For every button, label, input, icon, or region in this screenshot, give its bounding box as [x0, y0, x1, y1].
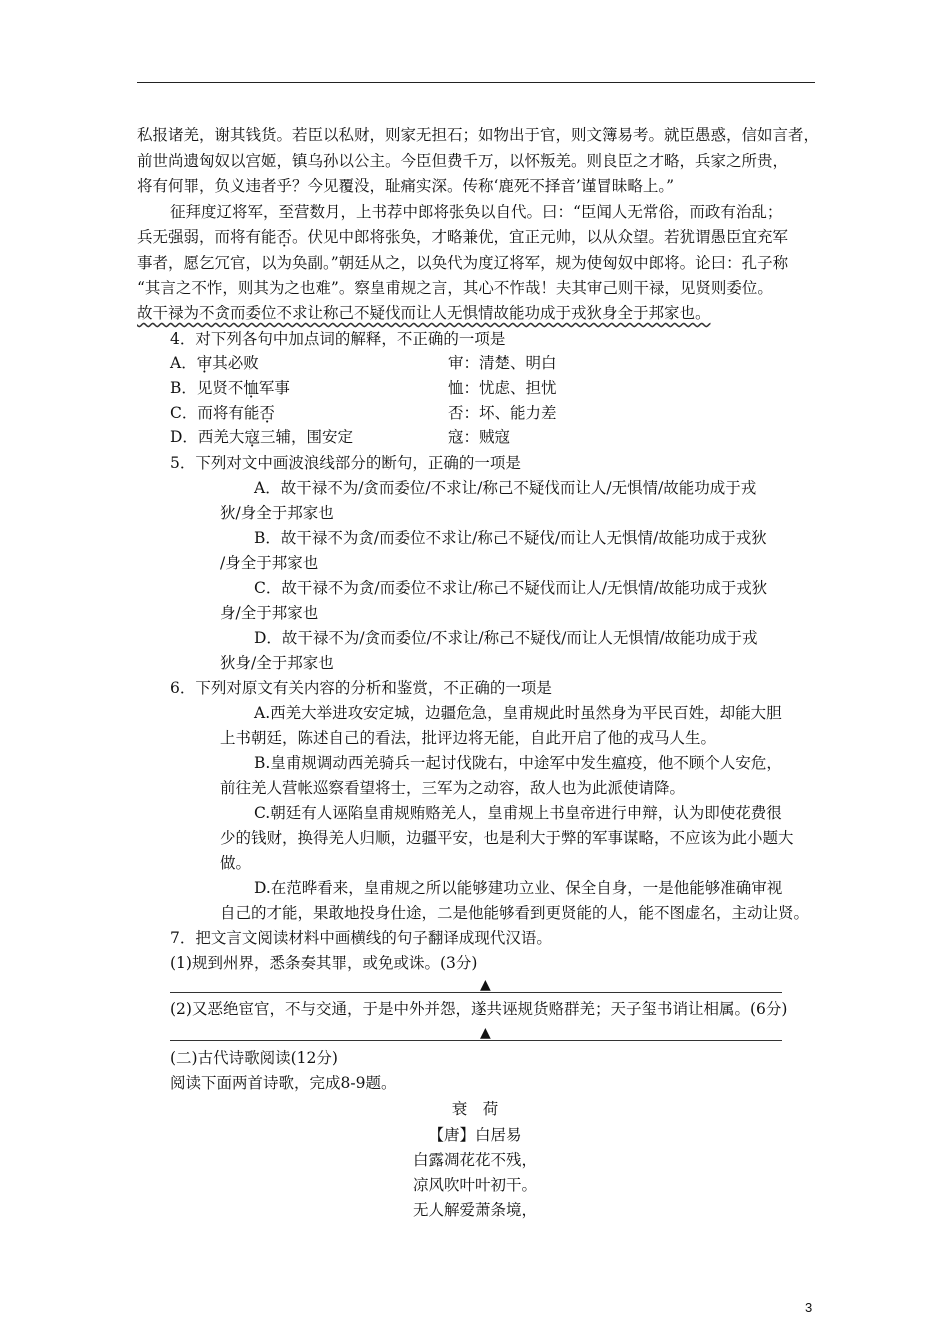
q6-option-b-cont: 前往羌人营帐巡察看望将士，三军为之动容，敌人也为此派使请降。: [220, 779, 686, 797]
q5-option-a: A．故干禄不为/贪而委位/不求让/称己不疑伐而让人/无惧情/故能功成于戎: [254, 479, 757, 497]
poem-author: 【唐】白居易: [428, 1126, 522, 1144]
q5-option-d-cont: 狄身/全于邦家也: [220, 654, 334, 672]
page-number: 3: [805, 1300, 813, 1315]
dotted-char: 否: [276, 228, 293, 246]
q4-option-c: C．而将有能否 否：坏、能力差: [170, 404, 557, 422]
passage-line: 前世尚遗匈奴以宫姬，镇乌孙以公主。今臣但费千万，以怀叛羌。则良臣之才略，兵家之所贵，: [137, 152, 789, 170]
answer-line[interactable]: [170, 1040, 782, 1041]
question-7-stem: 7．把文言文阅读材料中画横线的句子翻译成现代汉语。: [170, 929, 552, 947]
passage-line: “其言之不怍，则其为之也难”。察皇甫规之言，其心不怍哉！夫其审己则干禄，见贤则委位。: [137, 279, 773, 297]
q4-option-a: A．审其必败 审：清楚、明白: [170, 354, 557, 372]
q5-option-c: C．故干禄不为贪/而委位不求让/称己不疑伐而让人/无惧情/故能功成于戎狄: [254, 579, 768, 597]
question-5-stem: 5．下列对文中画波浪线部分的断句，正确的一项是: [170, 454, 521, 472]
q4-option-d: D．西羌大寇三辅，围安定 寇：贼寇: [170, 428, 511, 446]
header-rule: [137, 82, 815, 83]
q6-option-d-cont: 自己的才能，果敢地投身仕途，二是他能够看到更贤能的人，能不图虚名，主动让贤。: [220, 904, 810, 922]
answer-marker: ▲: [480, 1025, 491, 1041]
section-heading: (二)古代诗歌阅读(12分): [170, 1049, 338, 1067]
poem-line: 白露凋花花不残，: [412, 1151, 537, 1169]
q5-option-a-cont: 狄/身全于邦家也: [220, 504, 334, 522]
wavy-underlined-sentence: 故干禄为不贪而委位不求让称己不疑伐而让人无惧情故能功成于戎狄身全于邦家也。: [137, 304, 711, 322]
q7-sentence-2: (2)又恶绝宦官，不与交通，于是中外并怨，遂共诬规货赂群羌；天子玺书诮让相属。(6分): [170, 1000, 788, 1018]
poetry-instruction: 阅读下面两首诗歌，完成8-9题。: [170, 1074, 397, 1092]
q6-option-b: B.皇甫规调动西羌骑兵一起讨伐陇右，中途军中发生瘟疫，他不顾个人安危，: [254, 754, 782, 772]
q5-option-c-cont: 身/全于邦家也: [220, 604, 319, 622]
q5-option-b: B．故干禄不为贪/而委位不求让/称己不疑伐/而让人无惧情/故能功成于戎狄: [254, 529, 767, 547]
q5-option-b-cont: /身全于邦家也: [220, 554, 319, 572]
question-6-stem: 6．下列对原文有关内容的分析和鉴赏，不正确的一项是: [170, 679, 552, 697]
q6-option-d: D.在范晔看来，皇甫规之所以能够建功立业、保全自身，一是他能够准确审视: [254, 879, 783, 897]
poem-title: 衰 荷: [451, 1100, 499, 1118]
q4-explanation: 寇：贼寇: [448, 428, 511, 446]
passage-line: 征拜度辽将军，至营数月，上书荐中郎将张奂以自代。曰：“臣闻人无常俗，而政有治乱；: [170, 203, 783, 221]
passage-line: 兵无强弱，而将有能否。伏见中郎将张奂，才略兼优，宜正元帅，以从众望。若犹谓愚臣宜充军: [137, 228, 789, 246]
passage-line: 事者，愿乞冗官，以为奂副。”朝廷从之，以奂代为度辽将军，规为使匈奴中郎将。论曰：孔子称: [137, 254, 789, 272]
passage-line: 将有何罪，负义违者乎？今见覆没，耻痛实深。传称‘鹿死不择音’谨冒昧略上。”: [137, 177, 675, 195]
poem-line: 凉风吹叶叶初干。: [412, 1176, 537, 1194]
q6-option-c: C.朝廷有人诬陷皇甫规贿赂羌人，皇甫规上书皇帝进行申辩，认为即使花费很: [254, 804, 782, 822]
q4-explanation: 恤：忧虑、担忧: [448, 379, 557, 397]
q4-option-b: B．见贤不恤军事 恤：忧虑、担忧: [170, 379, 557, 397]
q4-explanation: 否：坏、能力差: [448, 404, 557, 422]
q6-option-a-cont: 上书朝廷，陈述自己的看法，批评边将无能，自此开启了他的戎马人生。: [220, 729, 717, 747]
q4-explanation: 审：清楚、明白: [448, 354, 557, 372]
q7-sentence-1: (1)规到州界，悉条奏其罪，或免或诛。(3分): [170, 954, 478, 972]
poem-line: 无人解爱萧条境，: [412, 1201, 537, 1219]
q5-option-d: D．故干禄不为/贪而委位/不求让/称己不疑伐/而让人无惧情/故能功成于戎: [254, 629, 758, 647]
q6-option-a: A.西羌大举进攻安定城，边疆危急，皇甫规此时虽然身为平民百姓，却能大胆: [254, 704, 782, 722]
question-4-stem: 4．对下列各句中加点词的解释，不正确的一项是: [170, 330, 506, 348]
passage-line: 私报诸羌，谢其钱货。若臣以私财，则家无担石；如物出于官，则文簿易考。就臣愚惑，信如言者，: [137, 126, 820, 144]
q6-option-c-cont: 少的钱财，换得羌人归顺，边疆平安，也是利大于弊的军事谋略，不应该为此小题大: [220, 829, 794, 847]
answer-line[interactable]: [170, 992, 782, 993]
answer-marker: ▲: [480, 977, 491, 993]
q6-option-c-cont: 做。: [220, 854, 252, 872]
